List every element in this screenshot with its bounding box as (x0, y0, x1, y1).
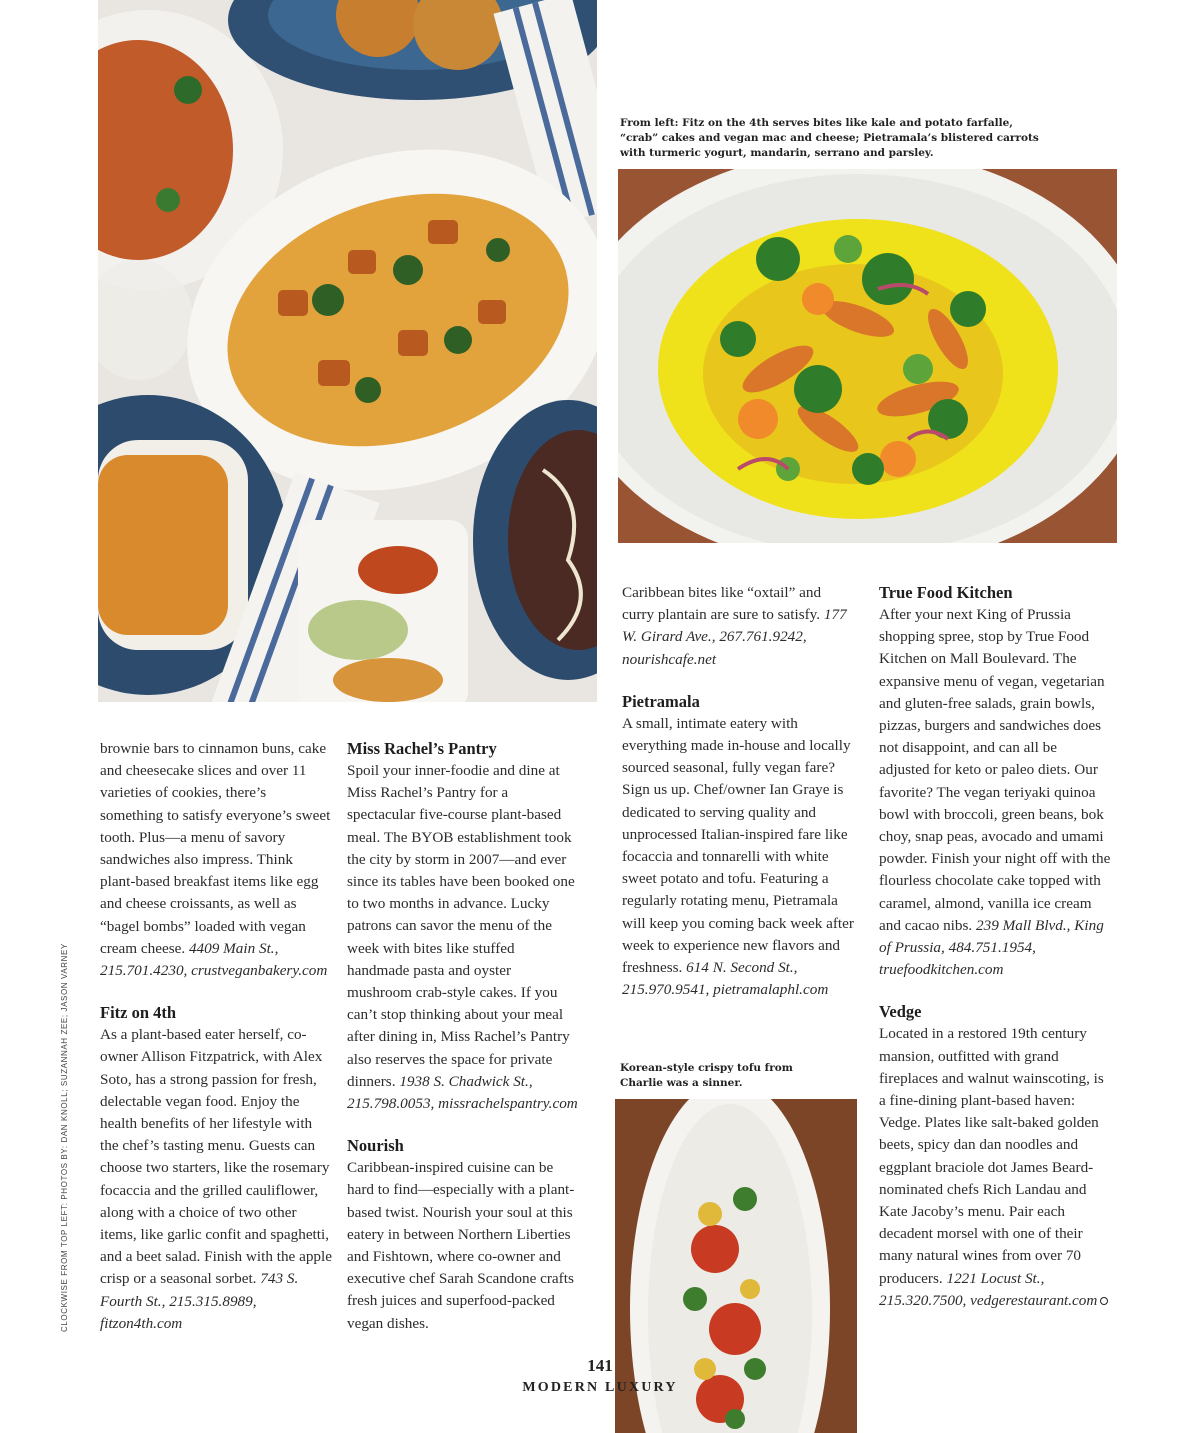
magazine-name: MODERN LUXURY (522, 1380, 678, 1395)
pietramala-carrots-photo (618, 169, 1117, 543)
pietramala-heading: Pietramala (622, 691, 700, 711)
photo-credit: CLOCKWISE FROM TOP LEFT: PHOTOS BY: DAN KNOLL; SUZANNAH ZEE; JASON VARNEY (60, 943, 69, 1332)
true-food-address: 239 Mall Blvd., King of Prussia, 484.751.1954, truefoodkitchen.com (879, 916, 1104, 979)
true-food-heading: True Food Kitchen (879, 583, 1013, 602)
fitz-dishes-photo (98, 0, 597, 702)
article-column-4 (879, 582, 1111, 1312)
crust-bakery-continuation: brownie bars to cinnamon buns, cake and cheesecake slices and over 11 varieties of cookies, there’s something to satisfy everyone’s sweet tooth. Plus—a menu of savory sandwiches also impress. Think plant-based breakfast items like egg and cheese croissants, as well as “bagel bombs” loaded with vegan cream cheese. 4409 Main St., 215.701.4230, crustveganbakery.com (100, 740, 331, 980)
nourish-heading: Nourish (347, 1136, 404, 1156)
end-of-article-icon (1100, 1297, 1108, 1305)
vedge-heading: Vedge (879, 1002, 922, 1022)
pietramala-body: A small, intimate eatery with everything made in-house and locally sourced seasonal, fully vegan fare? Sign us up. Chef/owner Ian Graye is dedicated to serving quality and unprocessed Italian-inspired fare like focaccia and tonnarelli with white sweet potato and tofu. Featuring a regularly rotating menu, Pietramala will keep you coming back week after week to experience new flavors and freshness. 614 N. Second St., 215.970.9541, pietramalaphl.com (622, 714, 854, 999)
top-photo-caption: From left: Fitz on the 4th serves bites like kale and potato farfalle, “crab” cakes and vegan mac and cheese; Pietramala’s blistered carrots with turmeric yogurt, mandarin, serrano and parsley. (620, 117, 1039, 159)
article-column-1 (100, 738, 332, 1335)
true-food-body: After your next King of Prussia shopping spree, stop by True Food Kitchen on Mall Boulevard. The expansive menu of vegan, vegetarian and gluten-free salads, grain bowls, pizzas, burgers and sandwiches does not disappoint, and can all be adjusted for keto or paleo diets. Our favorite? The vegan teriyaki quinoa bowl with broccoli, green beans, bok choy, snap peas, avocado and umami powder. Finish your night off with the flourless chocolate cake topped with caramel, almond, vanilla ice cream and cacao nibs. 239 Mall Blvd., King of Prussia, 484.751.1954, truefoodkitchen.com (879, 606, 1111, 979)
article-column-2 (347, 738, 579, 1335)
nourish-body: Caribbean-inspired cuisine can be hard to find—especially with a plant-based twist. Nourish your soul at this eatery in between Northern Liberties and Fishtown, where co-owner and executive chef Sarah Scandone crafts fresh juices and superfood-packed vegan dishes. (347, 1159, 575, 1332)
miss-rachels-address: 1938 S. Chadwick St., 215.798.0053, missrachelspantry.com (347, 1072, 578, 1113)
fitz-heading: Fitz on 4th (100, 1003, 177, 1023)
pietramala-address: 614 N. Second St., 215.970.9541, pietramalaphl.com (622, 959, 829, 999)
vedge-body: Located in a restored 19th century mansion, outfitted with grand fireplaces and walnut wainscoting, is a fine-dining plant-based haven: Vedge. Plates like salt-baked golden beets, spicy dan dan noodles and eggplant braciole dot James Beard-nominated chefs Rich Landau and Kate Jacoby’s menu. Pair each decadent morsel with one of their many natural wines from over 70 producers. 1221 Locust St., 215.320.7500, vedgerestaurant.com (879, 1023, 1111, 1312)
miss-rachels-body: Spoil your inner-foodie and dine at Miss Rachel’s Pantry for a spectacular five-course plant-based meal. The BYOB establishment took the city by storm in 2007—and ever since its tables have been booked one to two months in advance. Lucky patrons can savor the menu of the week with bites like stuffed handmade pasta and oyster mushroom crab-style cakes. If you can’t stop thinking about your meal after dining in, Miss Rachel’s Pantry also reserves the space for private dinners. 1938 S. Chadwick St., 215.798.0053, missrachelspantry.com (347, 762, 578, 1113)
vedge-address: 1221 Locust St., 215.320.7500, vedgerestaurant.com (879, 1269, 1098, 1309)
crust-bakery-address: 4409 Main St., 215.701.4230, crustveganbakery.com (100, 939, 328, 980)
nourish-address: 177 W. Girard Ave., 267.761.9242, nourishcafe.net (622, 606, 847, 668)
page-number: 141 (587, 1356, 613, 1375)
fitz-address: 743 S. Fourth St., 215.315.8989, fitzon4th.com (100, 1270, 299, 1332)
miss-rachels-heading: Miss Rachel’s Pantry (347, 739, 497, 758)
article-column-3 (622, 582, 854, 1001)
nourish-continuation: Caribbean bites like “oxtail” and curry plantain are sure to satisfy. 177 W. Girard Ave., 267.761.9242, nourishcafe.net (622, 584, 847, 668)
fitz-body: As a plant-based eater herself, co-owner Allison Fitzpatrick, with Alex Soto, has a strong passion for fresh, delectable vegan food. Enjoy the health benefits of her lifestyle with the chef’s tasting menu. Guests can choose two starters, like the rosemary focaccia and the grilled cauliflower, along with a choice of two other items, like garlic confit and spaghetti, and a beet salad. Finish with the apple crisp or a seasonal sorbet. 743 S. Fourth St., 215.315.8989, fitzon4th.com (100, 1026, 332, 1332)
tofu-photo-caption: Korean-style crispy tofu from Charlie was a sinner. (620, 1062, 793, 1089)
